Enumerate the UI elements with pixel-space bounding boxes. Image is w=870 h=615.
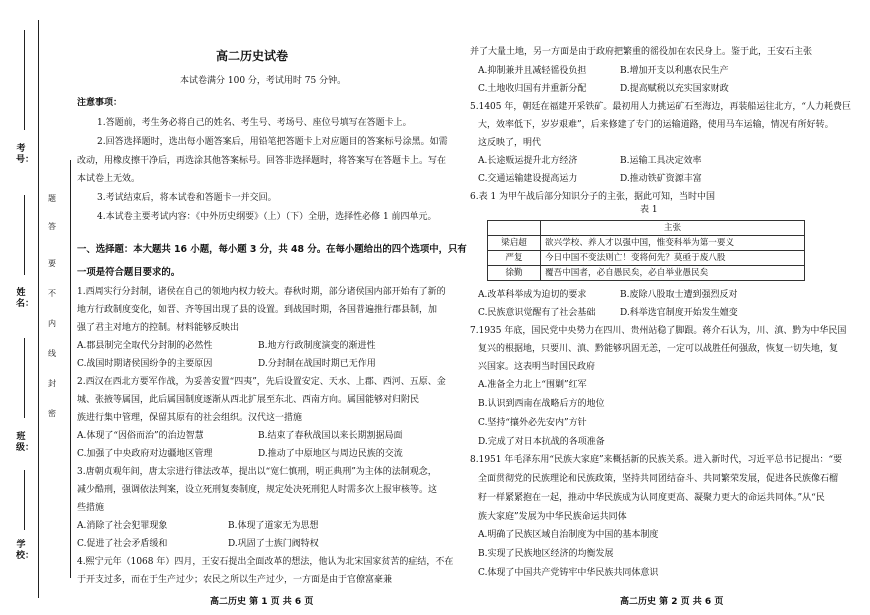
question-line: 城、张掖等属国，此后属国制度逐渐从西北扩展至东北、西南方向。属国能够对归附民 bbox=[77, 395, 420, 405]
note-line: 改动，用橡皮擦干净后，再选涂其他答案标号。回答非选择题时，将答案写在答题卡上。写在 bbox=[77, 156, 447, 166]
question-line: 籽一样紧紧抱在一起，推动中华民族成为认同度更高、凝聚力更大的命运共同体。”从“民 bbox=[478, 493, 825, 503]
question-line: 强了君主对地方的控制。材料能够反映出 bbox=[77, 323, 240, 333]
option-a: A.明确了民族区域自治制度为中国的基本制度 bbox=[478, 530, 659, 540]
option-b: B.结束了春秋战国以来长期割据局面 bbox=[258, 431, 403, 441]
option-c: C.土地收归国有并重新分配 bbox=[478, 84, 587, 94]
option-b: B.增加开支以利惠农民生产 bbox=[620, 66, 729, 76]
question-line: 并了大量土地，另一方面是由于政府把繁重的徭役加在农民身上。鉴于此，王安石主张 bbox=[470, 47, 813, 57]
option-b: B.实现了民族地区经济的均衡发展 bbox=[478, 549, 614, 559]
option-c: C.民族意识觉醒有了社会基础 bbox=[478, 308, 596, 318]
seal-char: 不 bbox=[48, 289, 56, 298]
question-line: 1.西周实行分封制，诸侯在自己的领地内权力较大。春秋时期，部分诸侯国内部开始有了新的 bbox=[77, 287, 446, 297]
table-cell bbox=[488, 221, 541, 236]
question-line: 族大家庭”发展为中华民族命运共同体 bbox=[478, 512, 627, 522]
blank-name bbox=[24, 195, 25, 275]
binding-label-school: 学校： bbox=[16, 540, 35, 561]
seal-char: 封 bbox=[48, 379, 56, 388]
table-header-row bbox=[488, 221, 805, 236]
question-line: 4.熙宁元年（1068 年）四月，王安石提出全面改革的想法，他认为北宋国家贫苦的症结，不在 bbox=[77, 557, 454, 567]
page-footer: 高二历史 第 1 页 共 6 页 bbox=[210, 597, 314, 607]
section-heading-cont: 一项是符合题目要求的。 bbox=[77, 267, 181, 278]
option-b: B.运输工具决定效率 bbox=[620, 156, 702, 166]
seal-char: 要 bbox=[48, 259, 56, 268]
question-line: 5.1405 年，朝廷在福建开采铁矿。最初用人力挑运矿石至海边，再装船运往北方，“人力耗费巨 bbox=[470, 102, 851, 112]
question-line: 这反映了，明代 bbox=[478, 138, 542, 148]
option-d: D.分封制在战国时期已无作用 bbox=[258, 359, 376, 369]
binding-label-class: 班级： bbox=[16, 432, 35, 453]
option-d: D.巩固了士族门阀特权 bbox=[228, 539, 319, 549]
option-a: A.郡县制完全取代分封制的必然性 bbox=[77, 341, 213, 351]
question-line: 全面贯彻党的民族理论和民族政策，坚持共同团结奋斗、共同繁荣发展，促进各民族像石榴 bbox=[478, 474, 839, 484]
table-cell-text: 欲兴学校、养人才以强中国，惟变科举为第一要义 bbox=[541, 236, 805, 251]
option-c: C.加强了中央政府对边疆地区管理 bbox=[77, 449, 213, 459]
option-b: B.认识到西南在战略后方的地位 bbox=[478, 399, 605, 409]
binding-line-outer bbox=[38, 20, 39, 598]
blank-class bbox=[24, 338, 25, 418]
table-cell-name: 梁启超 bbox=[488, 236, 541, 251]
option-c: C.坚持“攘外必先安内”方针 bbox=[478, 418, 587, 428]
option-d: D.推动铁矿资源丰富 bbox=[620, 174, 702, 184]
option-d: D.完成了对日本抗战的各项准备 bbox=[478, 437, 605, 447]
table-cell-text: 覆吾中国者，必自愚民矣，必自举业愚民矣 bbox=[541, 266, 805, 281]
question-line: 些措施 bbox=[77, 503, 105, 513]
table-cell-name: 严复 bbox=[488, 251, 541, 266]
question-line: 2.西汉在西北方要军作战，为妥善安置“四夷”，先后设置安定、天水、上郡、西河、五原、金 bbox=[77, 377, 446, 387]
table-row bbox=[488, 251, 805, 266]
note-line: 本试卷上无效。 bbox=[77, 174, 141, 184]
seal-char: 题 bbox=[48, 194, 56, 203]
question-line: 于开支过多，而在于生产过少；农民之所以生产过少，一方面是由于官僚富豪兼 bbox=[77, 575, 393, 585]
blank-exam-no bbox=[24, 30, 25, 130]
option-a: A.改革科举成为迫切的要求 bbox=[478, 290, 587, 300]
question-line: 8.1951 年毛泽东用“民族大家庭”来概括新的民族关系。进入新时代，习近平总书记提出：“要 bbox=[470, 455, 843, 465]
section-heading: 一、选择题：本大题共 16 小题，每小题 3 分，共 48 分。在每小题给出的四个选项中，只有 bbox=[77, 244, 467, 255]
option-c: C.战国时期诸侯国纷争的主要原因 bbox=[77, 359, 213, 369]
blank-school bbox=[24, 470, 25, 530]
option-c: C.交通运输建设提高运力 bbox=[478, 174, 578, 184]
question-line: 兴国家。这表明当时国民政府 bbox=[478, 362, 596, 372]
option-b: B.废除八股取士遭到强烈反对 bbox=[620, 290, 738, 300]
binding-label-name: 姓名： bbox=[16, 288, 35, 309]
option-d: D.推动了中原地区与周边民族的交流 bbox=[258, 449, 403, 459]
seal-char: 内 bbox=[48, 319, 56, 328]
question-line: 6.表 1 为甲午战后部分知识分子的主张，据此可知，当时中国 bbox=[470, 192, 716, 202]
option-a: A.准备全力北上“围剿”红军 bbox=[478, 380, 587, 390]
option-a: A.抑制兼并且减轻徭役负担 bbox=[478, 66, 587, 76]
binding-label-exam-no: 考号： bbox=[16, 144, 35, 165]
question-line: 减少酷刑，强调依法判案，设立死刑复奏制度，规定处决死刑犯人时需多次上报审核等。这 bbox=[77, 485, 438, 495]
table-header: 主张 bbox=[541, 221, 805, 236]
option-d: D.科举选官制度开始发生嬗变 bbox=[620, 308, 738, 318]
option-a: A.消除了社会犯罪现象 bbox=[77, 521, 168, 531]
option-b: B.体现了道家无为思想 bbox=[228, 521, 319, 531]
seal-char: 答 bbox=[48, 222, 56, 231]
question-line: 族进行集中管理，保留其原有的社会组织。汉代这一措施 bbox=[77, 413, 303, 423]
table-row bbox=[488, 266, 805, 281]
notes-heading: 注意事项： bbox=[77, 98, 123, 108]
page-footer: 高二历史 第 2 页 共 6 页 bbox=[620, 597, 724, 607]
option-c: C.体现了中国共产党铸牢中华民族共同体意识 bbox=[478, 568, 659, 578]
note-line: 2.回答选择题时，选出每小题答案后，用铅笔把答题卡上对应题目的答案标号涂黑。如需 bbox=[97, 137, 448, 147]
question-line: 3.唐朝贞观年间，唐太宗进行律法改革，提出以“宽仁慎刑，明正典刑”为主体的法制观念， bbox=[77, 467, 437, 477]
binding-line-inner bbox=[70, 160, 71, 578]
option-c: C.促进了社会矛盾缓和 bbox=[77, 539, 168, 549]
note-line: 3.考试结束后，将本试卷和答题卡一并交回。 bbox=[97, 193, 277, 203]
seal-char: 线 bbox=[48, 349, 56, 358]
question-line: 复兴的根据地，只要川、滇、黔能够巩固无恙，一定可以战胜任何强敌，恢复一切失地，复 bbox=[478, 344, 839, 354]
question-line: 7.1935 年底，国民党中央势力在四川、贵州站稳了脚跟。蒋介石认为，川、滇、黔为中华民国 bbox=[470, 326, 847, 336]
table-caption: 表 1 bbox=[640, 205, 658, 215]
note-line: 4.本试卷主要考试内容：《中外历史纲要》（上）（下）全册，选择性必修 1 前四单元。 bbox=[97, 212, 437, 222]
seal-char: 密 bbox=[48, 409, 56, 418]
option-d: D.提高赋税以充实国家财政 bbox=[620, 84, 729, 94]
question-line: 地方行政制度变化，如晋、齐等国出现了县的设置。到战国时期，各国普遍推行郡县制，加 bbox=[77, 305, 438, 315]
table-1 bbox=[487, 220, 805, 281]
note-line: 1.答题前，考生务必将自己的姓名、考生号、考场号、座位号填写在答题卡上。 bbox=[97, 118, 412, 128]
question-line: 大，效率低下，岁岁艰难”，后来修建了专门的运输道路，使用马车运输，情况有所好转。 bbox=[478, 120, 834, 130]
page-subtitle: 本试卷满分 100 分，考试用时 75 分钟。 bbox=[180, 76, 347, 86]
table-row bbox=[488, 236, 805, 251]
page-title: 高二历史试卷 bbox=[216, 49, 289, 63]
table-cell-text: 今日中国不变法则亡！变将何先？莫亟于废八股 bbox=[541, 251, 805, 266]
table-cell-name: 徐勤 bbox=[488, 266, 541, 281]
option-b: B.地方行政制度演变的渐进性 bbox=[258, 341, 376, 351]
option-a: A.长途贩运提升北方经济 bbox=[478, 156, 578, 166]
option-a: A.体现了“因俗而治”的治边智慧 bbox=[77, 431, 204, 441]
